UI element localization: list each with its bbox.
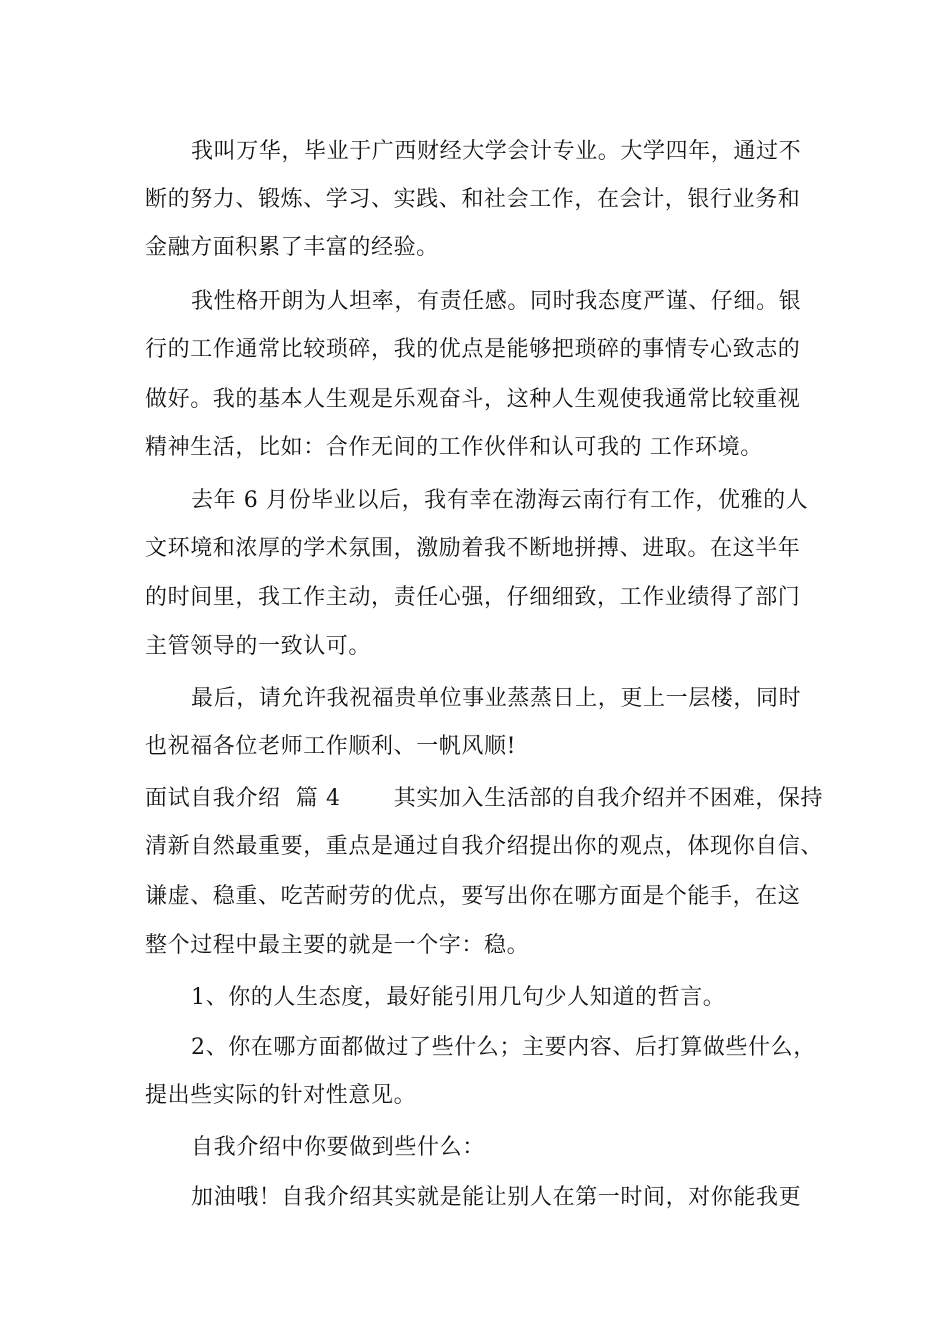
paragraph-line: 提出些实际的针对性意见。 [145, 1083, 417, 1108]
paragraph-line: 做好。我的基本人生观是乐观奋斗，这种人生观使我通常比较重视 [145, 387, 801, 412]
paragraph-line: 去年 6 月份毕业以后，我有幸在渤海云南行有工作，优雅的人 [191, 488, 809, 513]
paragraph-line: 整个过程中最主要的就是一个字：稳。 [145, 933, 530, 958]
paragraph-line: 谦虚、稳重、吃苦耐劳的优点，要写出你在哪方面是个能手，在这 [145, 884, 801, 909]
paragraph-line: 断的努力、锻炼、学习、实践、和社会工作，在会计，银行业务和 [145, 187, 801, 212]
paragraph-line: 加油哦！自我介绍其实就是能让别人在第一时间，对你能我更 [191, 1185, 802, 1210]
list-item: 1、你的人生态度，最好能引用几句少人知道的哲言。 [191, 985, 726, 1010]
list-item: 2、你在哪方面都做过了些什么；主要内容、后打算做些什么， [191, 1035, 816, 1060]
paragraph-line: 的时间里，我工作主动，责任心强，仔细细致，工作业绩得了部门 [145, 585, 801, 610]
paragraph-line: 我叫万华，毕业于广西财经大学会计专业。大学四年，通过不 [191, 139, 802, 164]
paragraph-line: 文环境和浓厚的学术氛围，激励着我不断地拼搏、进取。在这半年 [145, 536, 801, 561]
paragraph-line: 主管领导的一致认可。 [145, 634, 372, 659]
paragraph-line: 精神生活，比如：合作无间的工作伙伴和认可我的 工作环境。 [145, 435, 763, 460]
paragraph-line: 自我介绍中你要做到些什么： [191, 1135, 485, 1160]
paragraph-line: 清新自然最重要，重点是通过自我介绍提出你的观点，体现你自信、 [145, 834, 824, 859]
paragraph-line: 行的工作通常比较琐碎，我的优点是能够把琐碎的事情专心致志的 [145, 337, 801, 362]
paragraph-line: 最后，请允许我祝福贵单位事业蒸蒸日上，更上一层楼，同时 [191, 686, 802, 711]
paragraph-line: 金融方面积累了丰富的经验。 [145, 235, 439, 260]
section-heading-line: 面试自我介绍 篇 4 其实加入生活部的自我介绍并不困难，保持 [145, 786, 824, 811]
paragraph-line: 我性格开朗为人坦率，有责任感。同时我态度严谨、仔细。银 [191, 289, 802, 314]
paragraph-line: 也祝福各位老师工作顺利、一帆风顺! [145, 734, 517, 759]
